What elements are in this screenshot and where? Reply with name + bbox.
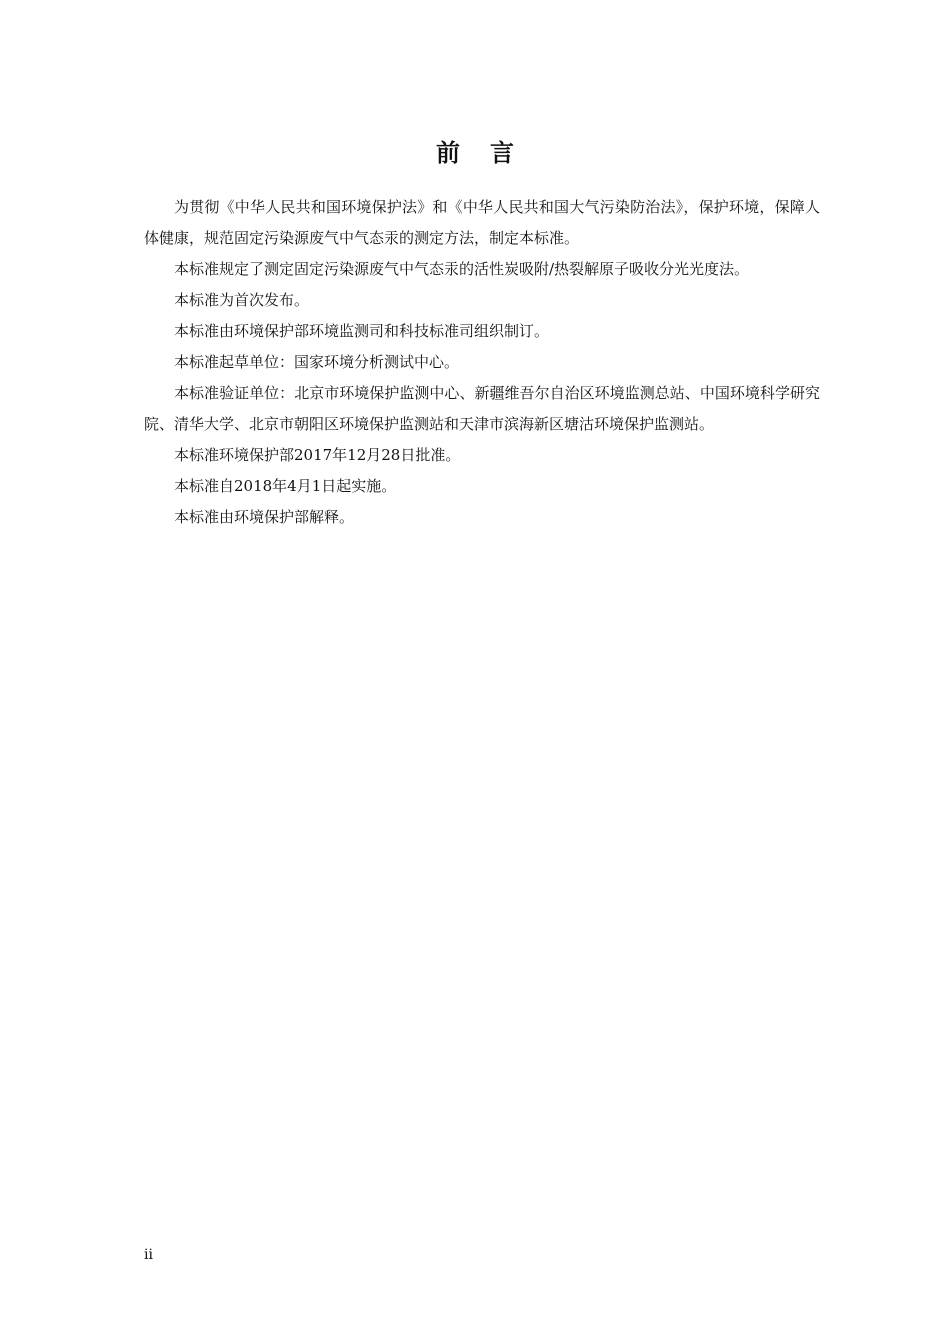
paragraph-drafting-unit: 本标准起草单位：国家环境分析测试中心。 [174, 353, 460, 371]
paragraph-purpose: 为贯彻《中华人民共和国环境保护法》和《中华人民共和国大气污染防治法》，保护环境，保障人体健康，规范固定污染源废气中气态汞的测定方法，制定本标准。 [144, 198, 820, 247]
paragraph-organizer: 本标准由环境保护部环境监测司和科技标准司组织制订。 [174, 322, 550, 340]
paragraph-first-release: 本标准为首次发布。 [174, 291, 310, 309]
paragraph-approval-date: 本标准环境保护部2017年12月28日批准。 [174, 446, 461, 464]
preface-body [144, 192, 820, 533]
page-number: ii [144, 1247, 153, 1263]
paragraph-verification-units: 本标准验证单位：北京市环境保护监测中心、新疆维吾尔自治区环境监测总站、中国环境科学研究院、清华大学、北京市朝阳区环境保护监测站和天津市滨海新区塘沽环境保护监测站。 [144, 384, 820, 433]
paragraph-interpretation: 本标准由环境保护部解释。 [174, 508, 355, 526]
page-title: 前言 [436, 139, 544, 167]
paragraph-implementation-date: 本标准自2018年4月1日起实施。 [174, 477, 397, 495]
paragraph-scope: 本标准规定了测定固定污染源废气中气态汞的活性炭吸附/热裂解原子吸收分光光度法。 [174, 260, 750, 278]
